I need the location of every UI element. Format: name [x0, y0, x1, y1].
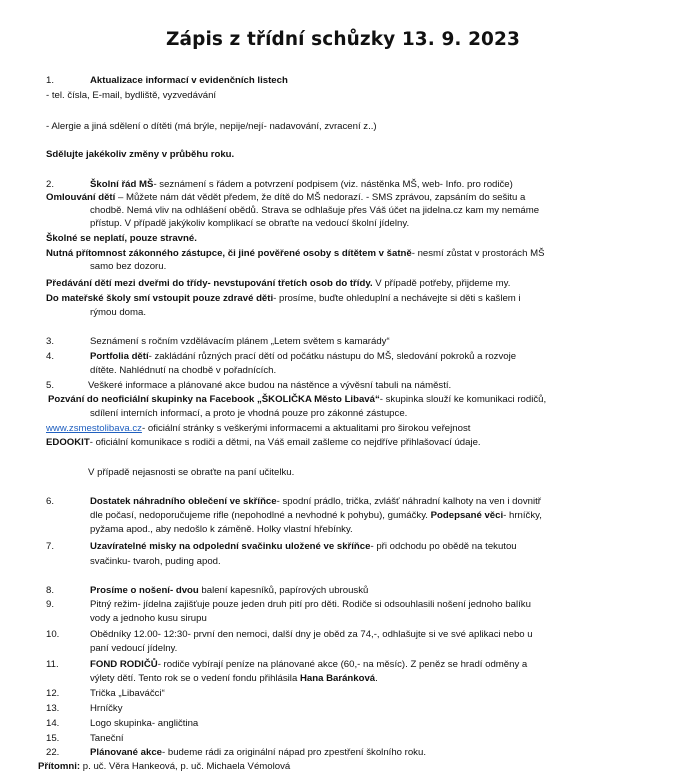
- text-run: 5.: [46, 380, 55, 391]
- text-line: [46, 233, 197, 245]
- text-run: paní vedoucí jídelny.: [90, 643, 178, 654]
- text-run: - oficiální komunikace s rodiči a dětmi, na Váš email zašleme co nejdříve přihlašovací údaje.: [89, 437, 481, 448]
- text-run: 13.: [46, 703, 60, 714]
- text-line: [90, 524, 353, 536]
- text-line: [46, 192, 525, 204]
- bold-text: Do mateřské školy smí vstoupit pouze zdravé děti: [46, 293, 274, 304]
- text-line: [88, 380, 451, 392]
- text-run: - budeme rádi za originální nápad pro zpestření školního roku.: [162, 747, 426, 758]
- text-run: sdílení interních informací, a proto je vhodná pouze pro zákonné zástupce.: [90, 408, 408, 419]
- text-line: [46, 380, 54, 392]
- text-line: [46, 437, 481, 449]
- text-line: [90, 643, 177, 655]
- text-line: [46, 336, 54, 348]
- text-line: [46, 585, 54, 597]
- text-line: [46, 423, 470, 435]
- text-run: 1.: [46, 75, 55, 86]
- bold-text: Podepsané věci: [430, 510, 504, 521]
- bold-text: Omlouvání dětí: [46, 192, 116, 203]
- text-run: 8.: [46, 585, 55, 596]
- text-line: [46, 179, 54, 191]
- text-run: 3.: [46, 336, 55, 347]
- text-line: [46, 541, 54, 553]
- bold-text: Plánované akce: [90, 747, 162, 758]
- text-line: [88, 467, 294, 479]
- text-line: [46, 629, 59, 641]
- text-line: [90, 307, 146, 319]
- text-run: 10.: [46, 629, 60, 640]
- text-run: - skupinka slouží ke komunikaci rodičů,: [379, 394, 547, 405]
- bold-text: Uzavíratelné misky na odpolední svačinku uložené ve skříňce: [90, 541, 371, 552]
- text-run: svačinku- tvaroh, puding apod.: [90, 556, 221, 567]
- text-run: Hrníčky: [90, 703, 123, 714]
- text-line: [90, 496, 541, 508]
- text-line: [48, 394, 546, 406]
- text-run: balení kapesníků, papírových ubrousků: [198, 585, 369, 596]
- text-run: 15.: [46, 733, 60, 744]
- text-line: [46, 718, 59, 730]
- text-run: 22.: [46, 747, 60, 758]
- text-run: chodbě. Nemá vliv na odhlášení obědů. Strava se odhlašuje přes Váš účet na jidelna.cz kam my nemáme: [90, 205, 540, 216]
- website-link[interactable]: www.zsmestolibava.cz: [46, 423, 142, 434]
- text-run: 4.: [46, 351, 55, 362]
- text-line: [90, 205, 539, 217]
- text-run: dle počasí, nedoporučujeme rifle (nepohodlné a nevhodné k pohybu), gumáčky.: [90, 510, 431, 521]
- text-run: 11.: [46, 659, 59, 670]
- text-line: [90, 659, 527, 671]
- text-run: - spodní prádlo, trička, zvlášť náhradní kalhoty na ven i dovnitř: [276, 496, 541, 507]
- text-run: vody a jednoho kusu sirupu: [90, 613, 207, 624]
- text-line: [46, 121, 377, 133]
- bold-text: Portfolia dětí: [90, 351, 149, 362]
- bold-text: Aktualizace informací v evidenčních listech: [90, 75, 288, 86]
- text-line: [90, 629, 533, 641]
- text-line: [46, 733, 59, 745]
- bold-text: EDOOKIT: [46, 437, 90, 448]
- bold-text: Prosíme o nošení- dvou: [90, 585, 199, 596]
- text-line: [90, 261, 166, 273]
- bold-text: Sdělujte jakékoliv změny v průběhu roku.: [46, 149, 235, 160]
- text-run: p. uč. Věra Hankeová, p. uč. Michaela Vémolová: [80, 761, 291, 772]
- text-line: [46, 496, 54, 508]
- text-run: pyžama apod., aby nedošlo k záměně. Holky vlastní hřebínky.: [90, 524, 353, 535]
- text-line: [90, 673, 378, 685]
- text-line: [46, 688, 59, 700]
- text-line: [90, 703, 123, 715]
- text-run: - tel. čísla, E-mail, bydliště, vyzvedávání: [46, 90, 217, 101]
- text-line: [90, 75, 288, 87]
- text-run: Veškeré informace a plánované akce budou na nástěnce a vývěsní tabuli na náměstí.: [88, 380, 452, 391]
- text-line: [46, 75, 54, 87]
- text-line: [46, 90, 216, 102]
- text-line: [90, 747, 426, 759]
- text-line: [46, 293, 521, 305]
- text-line: [90, 541, 517, 553]
- text-line: [90, 179, 513, 191]
- text-run: - hrníčky,: [503, 510, 542, 521]
- bold-text: Dostatek náhradního oblečení ve skříňce: [90, 496, 277, 507]
- text-run: - seznámení s řádem a potvrzení podpisem (viz. nástěnka MŠ, web- Info. pro rodiče): [153, 179, 513, 190]
- text-run: 14.: [46, 718, 60, 729]
- text-line: [90, 733, 124, 745]
- text-line: [90, 688, 165, 700]
- text-run: Logo skupinka- angličtina: [90, 718, 199, 729]
- bold-text: Předávání dětí mezi dveřmi do třídy- nevstupování třetích osob do třídy.: [46, 278, 373, 289]
- text-run: - prosíme, buďte ohleduplní a nechávejte si děti s kašlem i: [273, 293, 521, 304]
- text-run: V případě nejasnosti se obraťte na paní učitelku.: [88, 467, 295, 478]
- text-run: - rodiče vybírají peníze na plánované akce (60,- na měsíc). Z peněz se hradí odměny a: [157, 659, 528, 670]
- text-run: 2.: [46, 179, 55, 190]
- text-line: [38, 761, 290, 773]
- text-run: rýmou doma.: [90, 307, 146, 318]
- text-line: [90, 718, 198, 730]
- text-line: [46, 351, 54, 363]
- text-line: [90, 585, 368, 597]
- text-run: 9.: [46, 599, 55, 610]
- text-line: [90, 613, 207, 625]
- text-line: [46, 599, 54, 611]
- text-run: .: [375, 673, 378, 684]
- text-run: - při odchodu po obědě na tekutou: [370, 541, 517, 552]
- text-line: [46, 248, 544, 260]
- bold-text: Školní řád MŠ: [90, 179, 154, 190]
- text-run: - Alergie a jiná sdělení o dítěti (má brýle, nepije/nejí- nadavování, zvracení z..): [46, 121, 377, 132]
- bold-text: FOND RODIČŮ: [90, 659, 158, 670]
- text-run: V případě potřeby, přijdeme my.: [372, 278, 511, 289]
- bold-text: Pozvání do neoficiální skupinky na Facebook „ŠKOLIČKA Město Libavá“: [48, 394, 380, 405]
- text-run: – Můžete nám dát vědět předem, že dítě do MŠ nedorazí. - SMS zprávou, zapsáním do sešitu a: [115, 192, 526, 203]
- bold-text: Přítomni:: [38, 761, 81, 772]
- text-line: [90, 365, 276, 377]
- text-line: [90, 599, 531, 611]
- text-line: [46, 278, 510, 290]
- text-run: Obědníky 12.00- 12:30- první den nemoci, další dny je oběd za 74,-, odhlašujte si ve své aplikaci nebo u: [90, 629, 533, 640]
- text-run: Seznámení s ročním vzdělávacím plánem „Letem světem s kamarády“: [90, 336, 390, 347]
- text-line: [90, 218, 409, 230]
- text-run: 7.: [46, 541, 55, 552]
- text-line: [90, 408, 407, 420]
- document-title: Zápis z třídní schůzky 13. 9. 2023: [166, 29, 520, 50]
- bold-text: Školné se neplatí, pouze stravné.: [46, 233, 197, 244]
- text-line: [46, 703, 59, 715]
- text-run: výlety dětí. Tento rok se o vedení fondu přihlásila: [90, 673, 300, 684]
- text-run: Trička „Libaváčci“: [90, 688, 165, 699]
- text-run: - nesmí zůstat v prostorách MŠ: [411, 248, 545, 259]
- text-line: [46, 659, 59, 671]
- bold-text: Nutná přítomnost zákonného zástupce, či jiné pověřené osoby s dítětem v šatně: [46, 248, 412, 259]
- text-line: [90, 510, 542, 522]
- text-run: Pitný režim- jídelna zajišťuje pouze jeden druh pití pro děti. Rodiče si odsouhlasili nošení jednoho balíku: [90, 599, 531, 610]
- text-line: [90, 556, 221, 568]
- text-run: samo bez dozoru.: [90, 261, 167, 272]
- text-run: 6.: [46, 496, 55, 507]
- text-run: - oficiální stránky s veškerými informacemi a aktualitami pro širokou veřejnost: [141, 423, 471, 434]
- text-run: Taneční: [90, 733, 124, 744]
- text-line: [90, 351, 516, 363]
- text-run: - zakládání různých prací dětí od počátku nástupu do MŠ, sledování pokroků a rozvoje: [148, 351, 517, 362]
- text-line: [46, 149, 234, 161]
- text-line: [46, 747, 59, 759]
- text-run: dítěte. Nahlédnutí na chodbě v pořadnících.: [90, 365, 277, 376]
- text-run: přístup. V případě jakýkoliv komplikací se obraťte na vedoucí školní jídelny.: [90, 218, 410, 229]
- bold-text: Hana Baránková: [299, 673, 376, 684]
- text-run: 12.: [46, 688, 60, 699]
- text-line: [90, 336, 390, 348]
